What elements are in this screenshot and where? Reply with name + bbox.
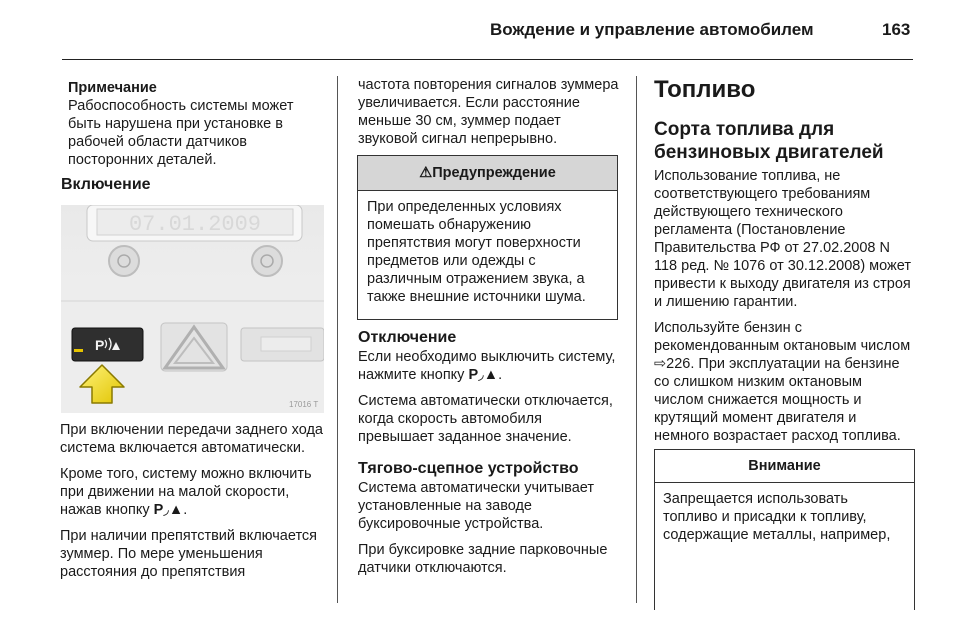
button-letter: P xyxy=(95,337,105,353)
column-divider-left xyxy=(337,76,338,603)
warning-title: Предупреждение xyxy=(432,165,556,181)
warning-text: При определенных условиях помешать обнаружению препятствия могут поверхности предметов или одежды с различным отражением звука, а также внешние источники шума. xyxy=(367,199,586,305)
parking-key-glyph: P xyxy=(468,367,479,383)
section-title-fuel: Топливо xyxy=(654,76,756,103)
col1-para-reverse-gear: При включении передачи заднего хода система включается автоматически. xyxy=(60,422,323,456)
note-text: Рабоспособность системы может быть нарушена при установке в рабочей области датчиков посторонних деталей. xyxy=(68,98,294,168)
caution-box xyxy=(654,449,915,610)
display-digits: 07.01.2009 xyxy=(128,212,262,237)
col2-para-tow-1: Система автоматически учитывает установленные на заводе буксировочные устройства. xyxy=(358,480,595,532)
warning-header xyxy=(358,156,617,191)
note-heading: Примечание xyxy=(68,80,157,96)
sensor-icon: ◞▲ xyxy=(478,367,499,383)
col2-para-tow-2: При буксировке задние парковочные датчики отключаются. xyxy=(358,542,608,576)
warning-box xyxy=(357,155,618,320)
col2-para-auto-off: Система автоматически отключается, когда скорость автомобиля превышает заданное значение. xyxy=(358,393,613,445)
figure-code: 17016 T xyxy=(289,400,319,409)
section-heading-on: Включение xyxy=(61,176,151,193)
section-heading-off: Отключение xyxy=(358,329,457,346)
caution-header: Внимание xyxy=(655,450,914,483)
col2-para-switch-off: Если необходимо выключить систему, нажмите кнопку P◞▲. xyxy=(358,349,616,383)
col2-para-continued: частота повторения сигналов зуммера увеличивается. Если расстояние меньше 30 см, зуммер подает звуковой сигнал непрерывно. xyxy=(358,77,619,147)
page-number: 163 xyxy=(882,20,911,39)
col1-para-low-speed: Кроме того, систему можно включить при движении на малой скорости, нажав кнопку P◞▲. xyxy=(60,466,312,518)
section-subtitle-fuel-grades: Сорта топлива для бензиновых двигателей xyxy=(654,119,884,163)
parking-button-figure xyxy=(61,205,324,413)
col3-para-octane: Используйте бензин с рекомендованным октановым числом ⇨226. При эксплуатации на бензине со слишком низким октановым числом снижается мощность и крутящий момент двигателя и немного возрастает расход топлива. xyxy=(654,320,911,444)
sensor-icon: ◞▲ xyxy=(163,502,184,518)
warning-icon: ⚠ xyxy=(419,165,433,181)
col1-para-buzzer: При наличии препятствий включается зуммер. По мере уменьшения расстояния до препятствия xyxy=(60,528,318,580)
page-reference-icon: ⇨ xyxy=(654,356,667,372)
header-divider xyxy=(62,59,913,60)
column-divider-right xyxy=(636,76,637,603)
note-block xyxy=(68,79,326,169)
col3-para-regulation: Использование топлива, не соответствующего требованиям действующего технического регламента (Постановление Правительства РФ от 27.02.2008 N 118 ред. № 1076 от 30.12.2008) может привести к выходу двигателя из строя и лишению гарантии. xyxy=(654,168,911,310)
caution-text: Запрещается использовать топливо и присадки к топливу, содержащие металлы, например, xyxy=(663,491,891,543)
section-heading-towbar: Тягово-сцепное устройство xyxy=(358,460,579,477)
page-reference: 226 xyxy=(666,356,691,372)
header-title: Вождение и управление автомобилем xyxy=(490,20,814,39)
parking-key-glyph: P xyxy=(153,502,164,518)
